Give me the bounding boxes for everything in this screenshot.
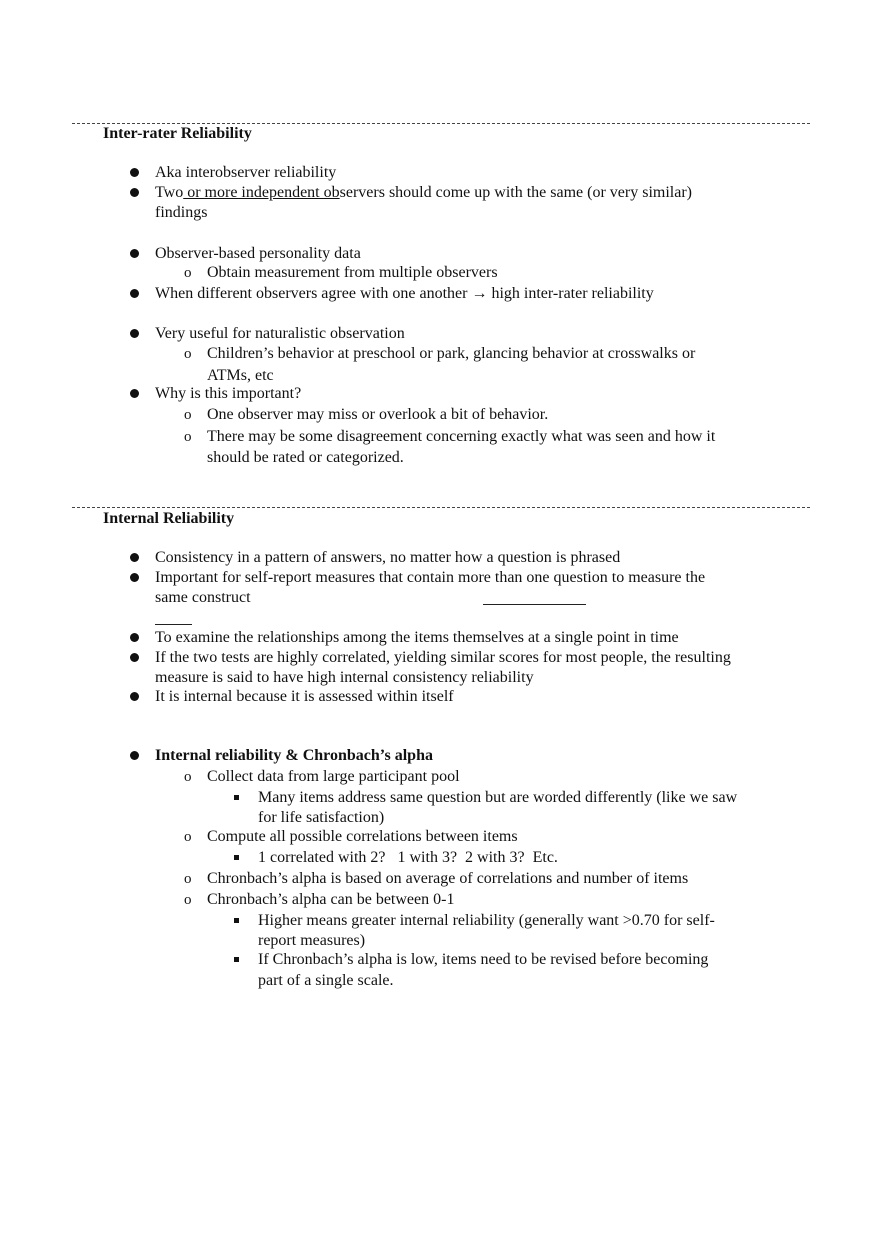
- list-item: Important for self-report measures that contain more than one question to measure the: [155, 569, 706, 586]
- list-item: To examine the relationships among the items themselves at a single point in time: [155, 629, 679, 646]
- list-item: When different observers agree with one another → high inter-rater reliability: [155, 285, 654, 302]
- sub-sub-list-item: Higher means greater internal reliability (generally want >0.70 for self-: [258, 912, 715, 929]
- list-item: It is internal because it is assessed within itself: [155, 688, 454, 705]
- bullet-icon: [130, 249, 139, 258]
- section-divider: [72, 507, 810, 508]
- sub-bullet-icon: o: [184, 407, 192, 423]
- sub-list-item: Chronbach’s alpha is based on average of correlations and number of items: [207, 870, 689, 887]
- list-item-continuation: same construct: [155, 589, 251, 606]
- square-bullet-icon: [234, 855, 239, 860]
- sub-list-item: Children’s behavior at preschool or park, glancing behavior at crosswalks or: [207, 345, 696, 362]
- square-bullet-icon: [234, 918, 239, 923]
- section-title-inter-rater: Inter-rater Reliability: [103, 125, 252, 142]
- sub-bullet-icon: o: [184, 871, 192, 887]
- sub-list-item: Compute all possible correlations between items: [207, 828, 518, 845]
- list-item: Aka interobserver reliability: [155, 164, 337, 181]
- list-item: Why is this important?: [155, 385, 302, 402]
- sub-list-item: Obtain measurement from multiple observers: [207, 264, 498, 281]
- sub-list-item: One observer may miss or overlook a bit of behavior.: [207, 406, 549, 423]
- bullet-icon: [130, 573, 139, 582]
- section-title-internal: Internal Reliability: [103, 510, 235, 527]
- sub-list-item: There may be some disagreement concerning exactly what was seen and how it: [207, 428, 716, 445]
- bullet-icon: [130, 692, 139, 701]
- sub-bullet-icon: o: [184, 429, 192, 445]
- list-item-continuation: findings: [155, 204, 208, 221]
- list-item: Two or more independent observers should come up with the same (or very similar): [155, 184, 692, 201]
- sub-list-item-continuation: should be rated or categorized.: [207, 449, 404, 466]
- bullet-icon: [130, 633, 139, 642]
- sub-bullet-icon: o: [184, 829, 192, 845]
- bullet-icon: [130, 553, 139, 562]
- blank-line: [483, 604, 586, 605]
- square-bullet-icon: [234, 957, 239, 962]
- bullet-icon: [130, 188, 139, 197]
- list-item: Observer-based personality data: [155, 245, 361, 262]
- blank-line: [155, 624, 192, 625]
- list-item: Very useful for naturalistic observation: [155, 325, 405, 342]
- sub-list-item: Collect data from large participant pool: [207, 768, 460, 785]
- bullet-icon: [130, 389, 139, 398]
- sub-bullet-icon: o: [184, 346, 192, 362]
- bullet-icon: [130, 653, 139, 662]
- sub-list-item-continuation: ATMs, etc: [207, 367, 274, 384]
- sub-sub-list-item-continuation: part of a single scale.: [258, 972, 394, 989]
- sub-list-item: Chronbach’s alpha can be between 0-1: [207, 891, 455, 908]
- bullet-icon: [130, 168, 139, 177]
- bullet-icon: [130, 289, 139, 298]
- square-bullet-icon: [234, 795, 239, 800]
- bullet-icon: [130, 329, 139, 338]
- bullet-icon: [130, 751, 139, 760]
- list-item-heading: Internal reliability & Chronbach’s alpha: [155, 747, 433, 764]
- list-item-continuation: measure is said to have high internal consistency reliability: [155, 669, 534, 686]
- list-item: If the two tests are highly correlated, yielding similar scores for most people, the resulting: [155, 649, 731, 666]
- sub-bullet-icon: o: [184, 769, 192, 785]
- sub-bullet-icon: o: [184, 265, 192, 281]
- sub-sub-list-item-continuation: report measures): [258, 932, 366, 949]
- sub-sub-list-item: 1 correlated with 2? 1 with 3? 2 with 3? Etc.: [258, 849, 558, 866]
- sub-sub-list-item: If Chronbach’s alpha is low, items need to be revised before becoming: [258, 951, 709, 968]
- list-item: Consistency in a pattern of answers, no matter how a question is phrased: [155, 549, 621, 566]
- sub-sub-list-item: Many items address same question but are worded differently (like we saw: [258, 789, 738, 806]
- sub-bullet-icon: o: [184, 892, 192, 908]
- arrow-right-icon: →: [471, 285, 488, 302]
- sub-sub-list-item-continuation: for life satisfaction): [258, 809, 385, 826]
